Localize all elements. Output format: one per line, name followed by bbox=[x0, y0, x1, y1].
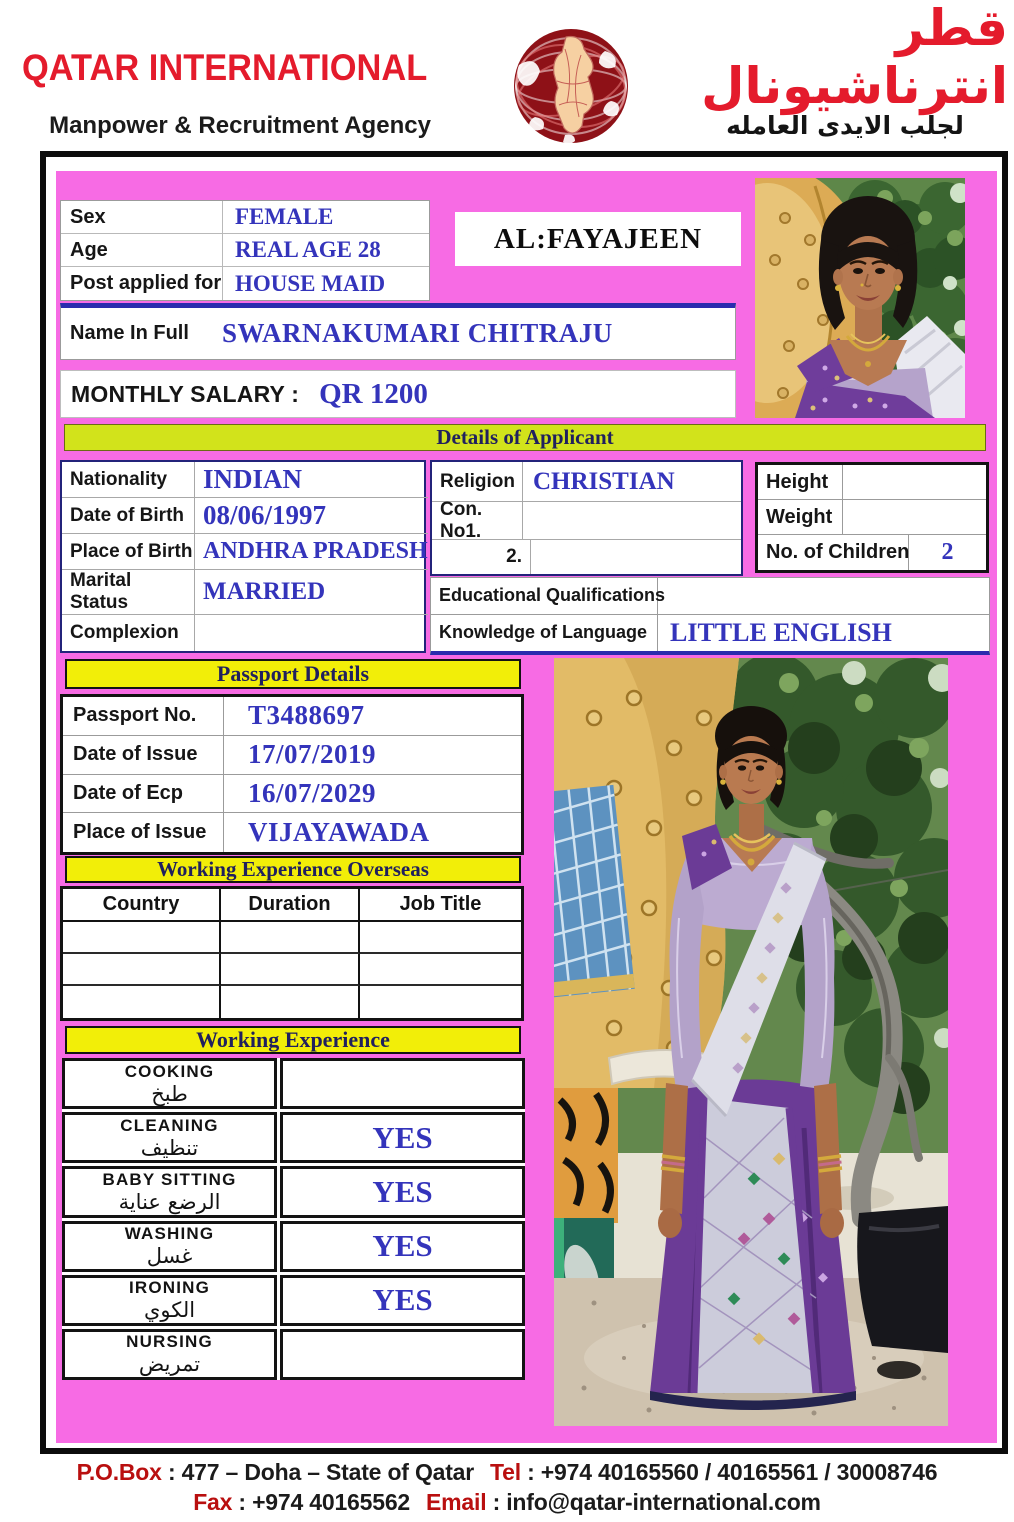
sponsor-name-box: AL:FAYAJEEN bbox=[455, 212, 741, 266]
agency-name-title: QATAR INTERNATIONAL bbox=[22, 47, 428, 88]
footer-contact-line bbox=[0, 1489, 1014, 1516]
religion-value: CHRISTIAN bbox=[533, 467, 675, 495]
duration-header: Duration bbox=[221, 889, 360, 922]
sex-value: FEMALE bbox=[235, 204, 334, 229]
language-value: LITTLE ENGLISH bbox=[670, 617, 892, 647]
table-cell bbox=[221, 986, 360, 1018]
pobox-label: P.O.Box bbox=[76, 1459, 162, 1485]
table-row bbox=[432, 540, 741, 574]
expiry-date-label: Date of Ecp bbox=[63, 775, 224, 813]
table-row bbox=[61, 201, 429, 234]
skill-ironing-value: YES bbox=[280, 1275, 525, 1326]
issue-date-value: 17/07/2019 bbox=[248, 739, 377, 770]
table-cell bbox=[63, 986, 221, 1018]
personal-details-table bbox=[60, 460, 426, 653]
issue-date-label: Date of Issue bbox=[63, 736, 224, 774]
marital-label: Marital Status bbox=[62, 570, 195, 614]
passport-no-value: T3488697 bbox=[248, 700, 365, 731]
table-cell bbox=[221, 922, 360, 954]
skill-cooking-value bbox=[280, 1058, 525, 1109]
contact2-label: 2. bbox=[432, 540, 531, 574]
complexion-label: Complexion bbox=[62, 615, 195, 651]
table-row bbox=[62, 615, 428, 651]
agency-name-arabic: قطر انترناشيونال bbox=[701, 0, 1008, 115]
skill-ironing: IRONING الكوي bbox=[62, 1275, 277, 1326]
table-row bbox=[61, 234, 429, 267]
table-row bbox=[62, 498, 428, 534]
name-label: Name In Full bbox=[70, 322, 189, 344]
table-row bbox=[431, 615, 989, 652]
table-row bbox=[432, 462, 741, 502]
weight-label: Weight bbox=[758, 500, 843, 534]
section-bar-passport: Passport Details bbox=[65, 659, 521, 689]
agency-subtitle: Manpower & Recruitment Agency bbox=[49, 112, 431, 139]
post-label: Post applied for bbox=[61, 267, 223, 300]
applicant-headshot-photo bbox=[755, 178, 965, 418]
contact1-label: Con. No1. bbox=[432, 502, 523, 539]
salary-row bbox=[60, 370, 736, 418]
table-cell bbox=[360, 986, 521, 1018]
age-value: REAL AGE 28 bbox=[235, 237, 381, 262]
fax-value: : +974 40165562 bbox=[232, 1489, 411, 1515]
education-language-table bbox=[430, 577, 990, 655]
table-row bbox=[758, 465, 986, 500]
table-row bbox=[432, 498, 741, 542]
tel-value: : +974 40165560 / 40165561 / 30008746 bbox=[520, 1459, 938, 1485]
table-row bbox=[62, 534, 428, 570]
skill-cleaning-value: YES bbox=[280, 1112, 525, 1163]
table-cell bbox=[360, 922, 521, 954]
overseas-experience-table bbox=[60, 886, 524, 1021]
job-title-header: Job Title bbox=[360, 889, 521, 922]
salary-value: QR 1200 bbox=[319, 377, 428, 410]
religion-contact-table bbox=[430, 460, 743, 576]
dob-value: 08/06/1997 bbox=[203, 500, 327, 530]
table-row bbox=[62, 570, 428, 615]
globe-qatar-map-logo-icon bbox=[507, 25, 635, 151]
fax-label: Fax bbox=[193, 1489, 233, 1515]
expiry-date-value: 16/07/2029 bbox=[248, 777, 377, 808]
nationality-value: INDIAN bbox=[203, 464, 303, 494]
skill-cooking: COOKING طبخ bbox=[62, 1058, 277, 1109]
sex-label: Sex bbox=[61, 201, 223, 233]
dob-label: Date of Birth bbox=[62, 498, 195, 533]
table-row bbox=[63, 697, 521, 736]
passport-table bbox=[60, 694, 524, 855]
skill-washing: WASHING غسل bbox=[62, 1221, 277, 1272]
pobox-value: : 477 – Doha – State of Qatar bbox=[161, 1459, 475, 1485]
passport-no-label: Passport No. bbox=[63, 697, 224, 735]
religion-label: Religion bbox=[432, 462, 523, 501]
country-header: Country bbox=[63, 889, 221, 922]
table-row bbox=[63, 736, 521, 775]
children-label: No. of Children bbox=[758, 535, 909, 570]
skill-nursing: NURSING تمريض bbox=[62, 1329, 277, 1380]
section-bar-overseas: Working Experience Overseas bbox=[65, 856, 521, 883]
skills-table bbox=[62, 1058, 525, 1380]
table-cell bbox=[63, 954, 221, 986]
skill-cleaning: CLEANING تنظيف bbox=[62, 1112, 277, 1163]
tel-label: Tel bbox=[490, 1459, 521, 1485]
table-cell bbox=[221, 954, 360, 986]
agency-subtitle-arabic: لجلب الايدى العامله bbox=[726, 110, 964, 140]
physical-details-table bbox=[755, 462, 989, 573]
table-row bbox=[63, 775, 521, 814]
nationality-label: Nationality bbox=[62, 462, 195, 497]
table-row bbox=[431, 578, 989, 615]
issue-place-value: VIJAYAWADA bbox=[248, 817, 430, 848]
table-row bbox=[61, 267, 429, 300]
skill-baby-sitting-value: YES bbox=[280, 1166, 525, 1217]
skill-nursing-value bbox=[280, 1329, 525, 1380]
issue-place-label: Place of Issue bbox=[63, 813, 224, 852]
age-label: Age bbox=[61, 234, 223, 266]
table-cell bbox=[360, 954, 521, 986]
table-row bbox=[758, 500, 986, 535]
height-label: Height bbox=[758, 465, 843, 499]
table-row bbox=[63, 813, 521, 852]
post-value: HOUSE MAID bbox=[235, 270, 386, 296]
skill-washing-value: YES bbox=[280, 1221, 525, 1272]
section-bar-details: Details of Applicant bbox=[64, 424, 986, 451]
footer-address-line bbox=[0, 1459, 1014, 1486]
email-label: Email bbox=[426, 1489, 487, 1515]
email-value: : info@qatar-international.com bbox=[486, 1489, 821, 1515]
name-value: SWARNAKUMARI CHITRAJU bbox=[222, 318, 613, 348]
pob-value: ANDHRA PRADESH bbox=[203, 538, 428, 564]
pob-label: Place of Birth bbox=[62, 534, 195, 569]
section-bar-working-experience: Working Experience bbox=[65, 1026, 521, 1054]
table-row bbox=[758, 535, 986, 570]
marital-value: MARRIED bbox=[203, 578, 326, 605]
full-name-row bbox=[60, 303, 736, 360]
table-cell bbox=[63, 922, 221, 954]
language-label: Knowledge of Language bbox=[431, 615, 658, 652]
education-label: Educational Qualifications bbox=[431, 578, 658, 614]
bio-table bbox=[60, 200, 430, 301]
applicant-fullbody-photo bbox=[554, 658, 948, 1426]
skill-baby-sitting: BABY SITTING الرضع عناية bbox=[62, 1166, 277, 1217]
salary-label: MONTHLY SALARY : bbox=[71, 380, 300, 407]
children-value: 2 bbox=[941, 539, 954, 565]
table-row bbox=[62, 462, 428, 498]
